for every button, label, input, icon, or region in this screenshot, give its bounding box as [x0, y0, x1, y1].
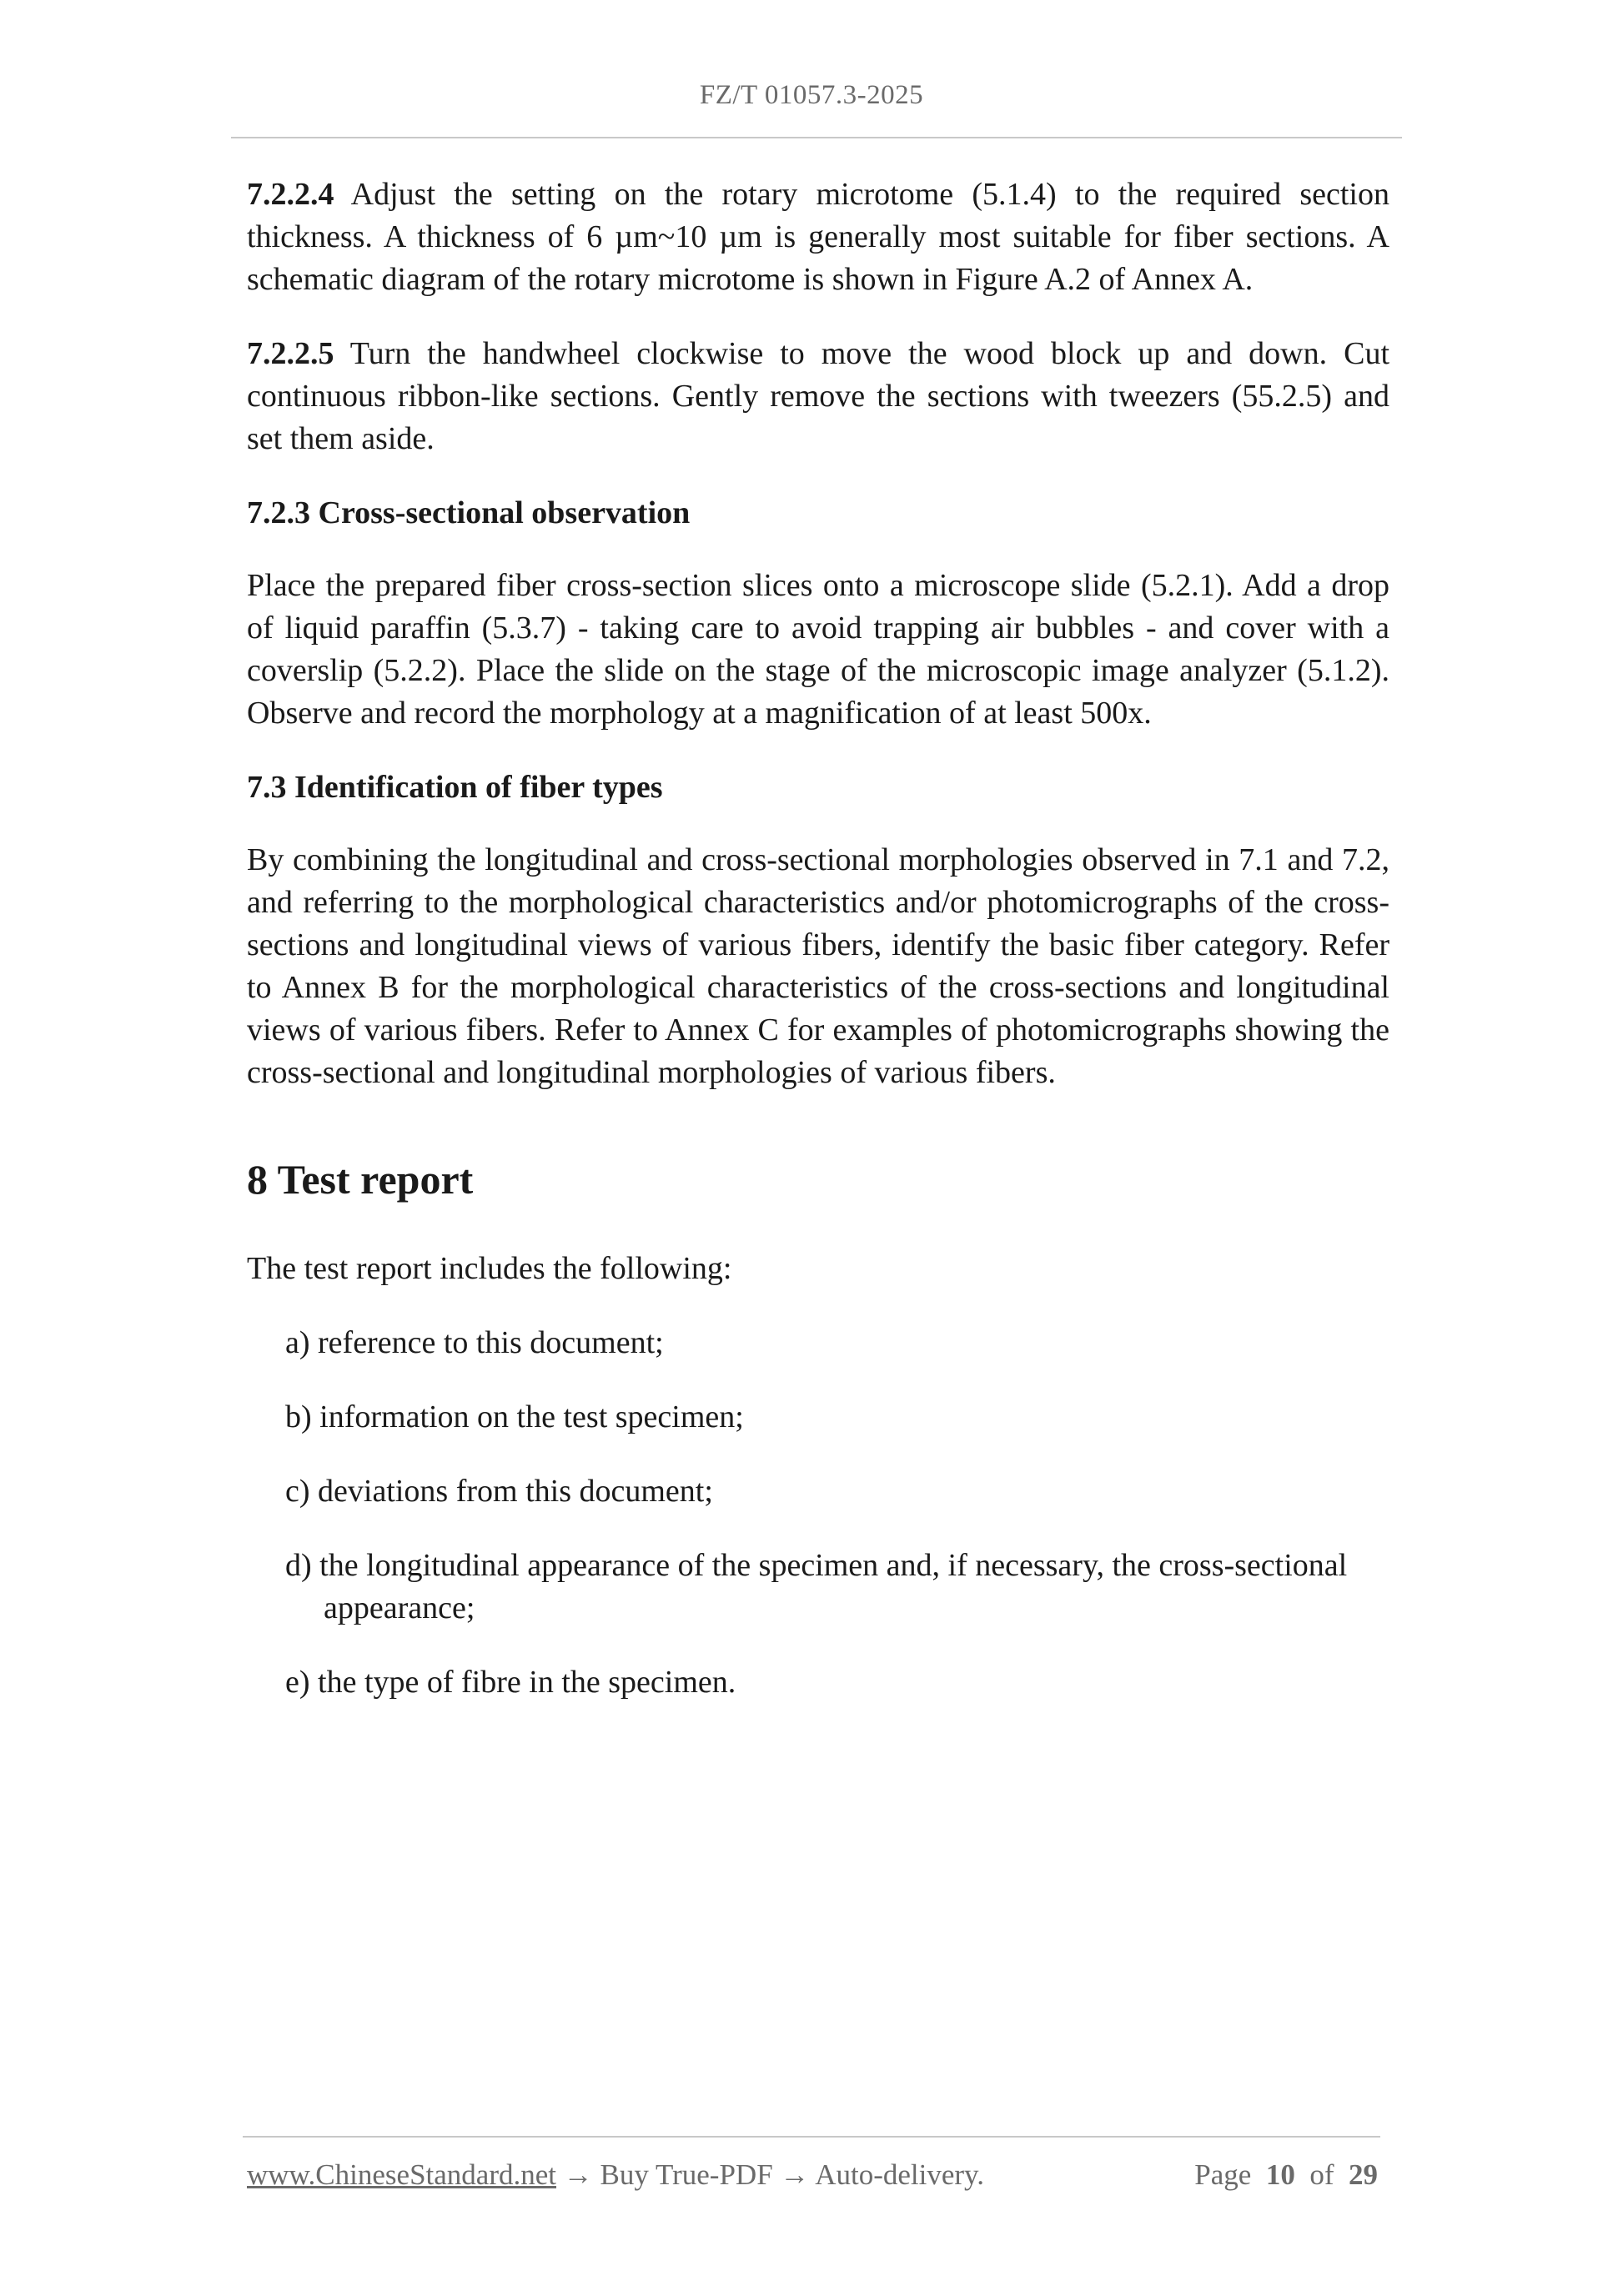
page-content [247, 173, 1389, 1736]
list-item: c) deviations from this document; [285, 1474, 713, 1509]
promo-text: → Buy True-PDF → Auto-delivery. [556, 2158, 985, 2191]
footer-promo [247, 2158, 984, 2192]
page-indicator [1194, 2158, 1378, 2192]
clause-text: Adjust the setting on the rotary microtome (5.1.4) to the required section thickness. A thickness of 6 µm~10 µm is generally most suitable for fiber sections. A schematic diagram of the rotary microtome is shown in Figure A.2 of Annex A. [247, 177, 1389, 297]
list-item: e) the type of fibre in the specimen. [285, 1665, 736, 1700]
page-total: 29 [1349, 2158, 1378, 2191]
footer-divider [243, 2136, 1380, 2138]
heading-7-2-3: 7.2.3 Cross-sectional observation [247, 495, 691, 530]
of-label: of [1309, 2158, 1334, 2191]
header-divider [231, 137, 1402, 138]
paragraph-7-2-3: Place the prepared fiber cross-section slices onto a microscope slide (5.2.1). Add a drop of liquid paraffin (5.3.7) - taking care to avoid trapping air bubbles - and cover with a coverslip (5.2.2). Place the slide on the stage of the microscopic image analyzer (5.1.2). Observe and record the morphology at a magnification of at least 500x. [247, 568, 1389, 731]
heading-7-3: 7.3 Identification of fiber types [247, 770, 663, 805]
page-number: 10 [1265, 2158, 1295, 2191]
list-item: d) the longitudinal appearance of the specimen and, if necessary, the cross-sectional appearance; [285, 1548, 1348, 1625]
list-item: a) reference to this document; [285, 1325, 664, 1360]
clause-number: 7.2.2.4 [247, 177, 334, 212]
page-label: Page [1194, 2158, 1252, 2191]
list-item: b) information on the test specimen; [285, 1399, 744, 1434]
document-code-header: FZ/T 01057.3-2025 [699, 80, 924, 110]
clause-text: Turn the handwheel clockwise to move the wood block up and down. Cut continuous ribbon-like sections. Gently remove the sections with tweezers (55.2.5) and set them aside. [247, 336, 1389, 456]
paragraph-7-3: By combining the longitudinal and cross-sectional morphologies observed in 7.1 and 7.2, and referring to the morphological characteristics and/or photomicrographs of the cross-sections and longitudinal views of various fibers, identify the basic fiber category. Refer to Annex B for the morphological characteristics of the cross-sections and longitudinal views of various fibers. Refer to Annex C for examples of photomicrographs showing the cross-sectional and longitudinal morphologies of various fibers. [247, 842, 1389, 1090]
clause-number: 7.2.2.5 [247, 336, 334, 371]
website-link[interactable]: www.ChineseStandard.net [247, 2158, 556, 2191]
heading-8-test-report: 8 Test report [247, 1156, 474, 1203]
clause-7-2-2-5 [247, 333, 1389, 460]
paragraph-8-intro: The test report includes the following: [247, 1251, 732, 1286]
clause-7-2-2-4 [247, 173, 1389, 301]
test-report-list [247, 1322, 1389, 1704]
